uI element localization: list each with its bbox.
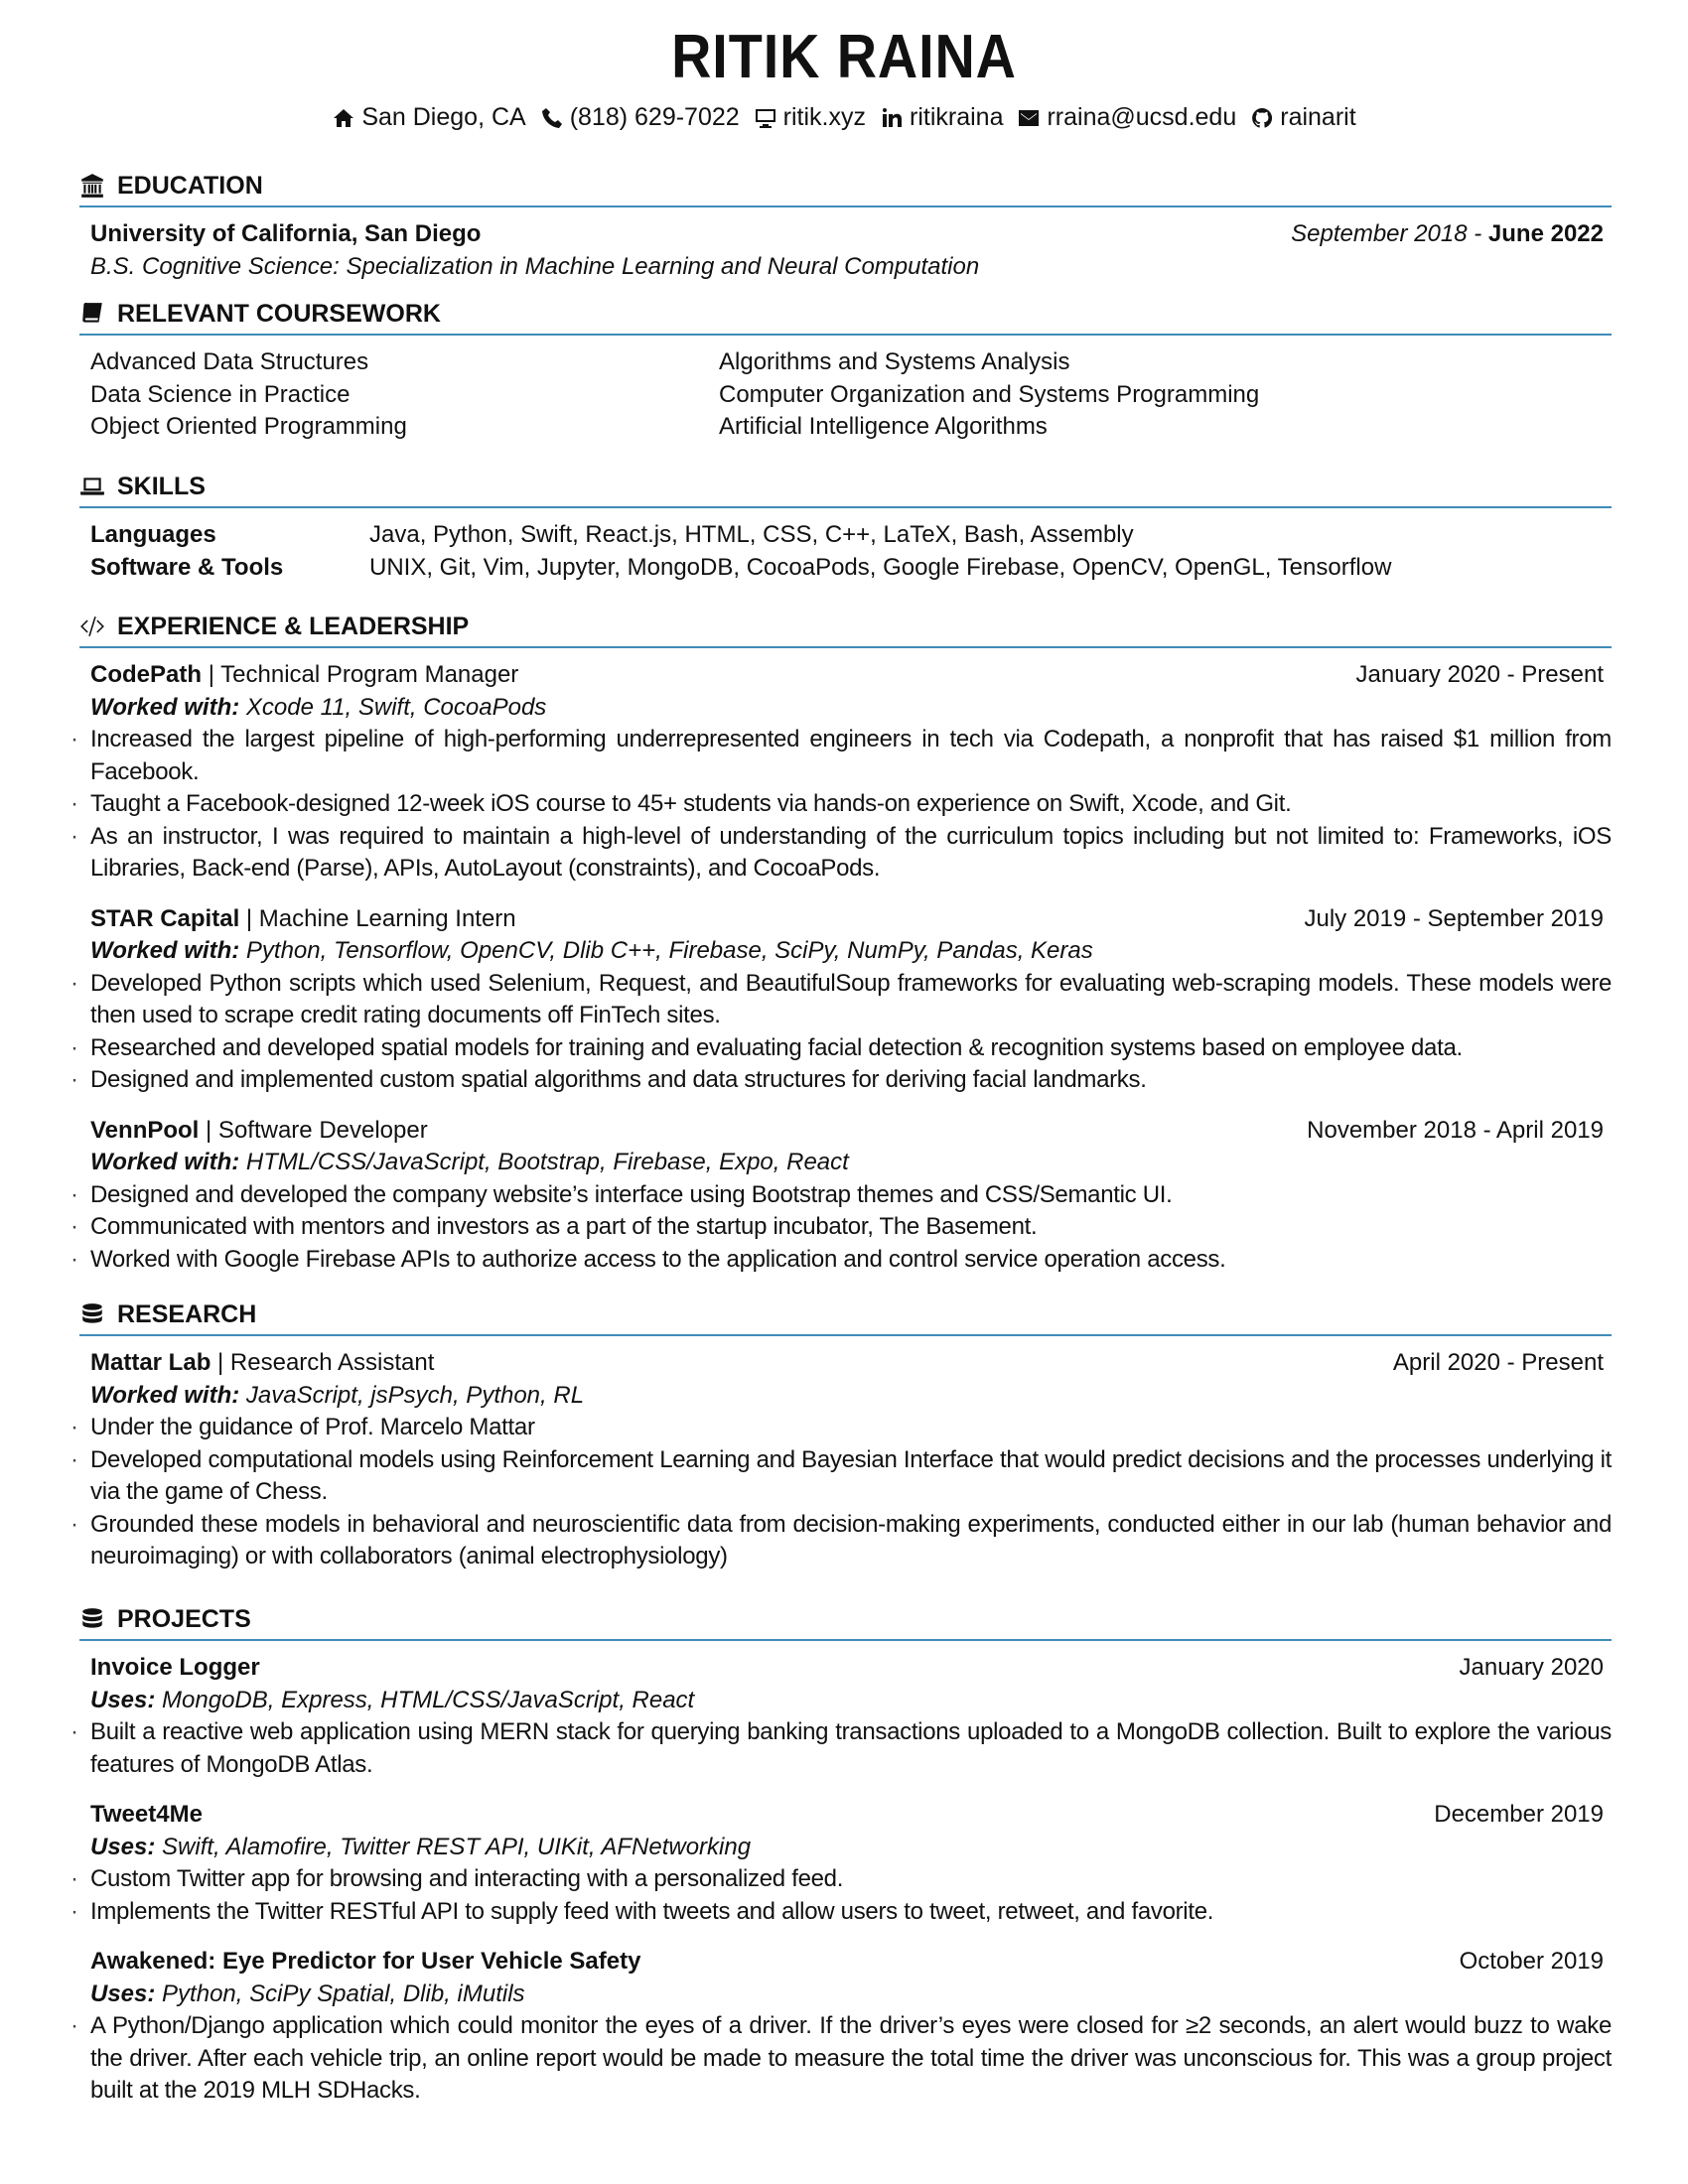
entry-org: Invoice Logger [90, 1654, 260, 1681]
bullet-item: · Increased the largest pipeline of high-performing underrepresented engineers in tech via Codepath, a nonprofit that has raised $1 million from Facebook. [90, 724, 1612, 788]
section-coursework [79, 298, 1612, 444]
bullet-item: · Designed and developed the company website’s interface using Bootstrap themes and CSS/Semantic UI. [90, 1179, 1612, 1212]
contact-item [540, 103, 740, 132]
course-item: Algorithms and Systems Analysis [719, 348, 1070, 375]
entry-tools [90, 1380, 1612, 1413]
section-research [79, 1298, 1612, 1591]
bullet-list [90, 2010, 1612, 2108]
entry [90, 1652, 1612, 1781]
section-title [79, 298, 1612, 336]
skills-table [79, 519, 1612, 584]
bullet-item: · Designed and implemented custom spatial algorithms and data structures for deriving facial landmarks. [90, 1064, 1612, 1097]
tools-list: Python, Tensorflow, OpenCV, Dlib C++, Firebase, SciPy, NumPy, Pandas, Keras [245, 937, 1093, 964]
school-name: University of California, San Diego [90, 220, 482, 247]
contact-text: ritikraina [910, 103, 1004, 131]
entry [90, 1347, 1612, 1573]
entry-tools [90, 1147, 1612, 1179]
section-title [79, 1298, 1612, 1336]
course-item: Data Science in Practice [90, 380, 351, 408]
date-start: September 2018 - [1291, 220, 1482, 247]
bullet-item: · Custom Twitter app for browsing and interacting with a personalized feed. [90, 1863, 1612, 1896]
entry-header [90, 1652, 1612, 1685]
entry-org: Mattar Lab [90, 1349, 211, 1376]
entry-org: STAR Capital [90, 904, 240, 932]
entry-date: October 2019 [1459, 1948, 1604, 1975]
bullet-item: · A Python/Django application which could monitor the eyes of a driver. If the driver’s eyes were closed for ≥2 seconds, an alert would buzz to wake the driver. After each vehicle trip, an online report would be made to measure the total time the driver was unconscious for. This was a group project built at the 2019 MLH SDHacks. [90, 2010, 1612, 2108]
code-icon [79, 614, 105, 639]
tools-list: HTML/CSS/JavaScript, Bootstrap, Firebase, Expo, React [245, 1149, 849, 1175]
bullet-list [90, 1863, 1612, 1928]
entry-date: April 2020 - Present [1392, 1349, 1604, 1376]
bullet-list [90, 1179, 1612, 1277]
contact-item [1017, 103, 1236, 132]
tools-label: Worked with: [90, 937, 240, 964]
entry-date: December 2019 [1434, 1801, 1604, 1828]
skill-label: Software & Tools [90, 553, 284, 581]
section-title [79, 170, 1612, 207]
contact-bar [0, 103, 1688, 137]
section-experience [79, 611, 1612, 1294]
bullet-item: · Researched and developed spatial models for training and evaluating facial detection & recognition systems based on employee data. [90, 1032, 1612, 1065]
entry-header [90, 1347, 1612, 1380]
course-item: Object Oriented Programming [90, 413, 407, 440]
linkedin-icon [880, 106, 904, 130]
entry-org: CodePath [90, 661, 203, 688]
contact-item [332, 103, 525, 132]
tools-list: MongoDB, Express, HTML/CSS/JavaScript, React [162, 1686, 695, 1713]
home-icon [332, 106, 355, 130]
entry-title [90, 1115, 428, 1148]
entry-date: November 2018 - April 2019 [1307, 1116, 1604, 1144]
phone-icon [540, 106, 564, 130]
bullet-list [90, 724, 1612, 886]
bullet-item: · Developed Python scripts which used Selenium, Request, and BeautifulSoup frameworks for evaluating web-scraping models. These models were then used to scrape credit rating documents off FinTech sites. [90, 968, 1612, 1032]
section-title-text: EDUCATION [117, 171, 263, 200]
entry [90, 1115, 1612, 1277]
contact-text: San Diego, CA [361, 103, 526, 131]
entry-header [90, 659, 1612, 692]
course-list [79, 346, 1612, 444]
bullet-item: · Built a reactive web application using MERN stack for querying banking transactions uploaded to a MongoDB collection. Built to explore the various features of MongoDB Atlas. [90, 1716, 1612, 1781]
database-icon [79, 1301, 105, 1327]
tools-label: Uses: [90, 1686, 156, 1713]
envelope-icon [1017, 106, 1041, 130]
entry-tools [90, 692, 1612, 725]
section-title-text: PROJECTS [117, 1604, 251, 1633]
section-title [79, 611, 1612, 648]
tools-list: Swift, Alamofire, Twitter REST API, UIKit, AFNetworking [162, 1833, 752, 1860]
bullet-item: · Implements the Twitter RESTful API to supply feed with tweets and allow users to tweet, retweet, and favorite. [90, 1896, 1612, 1929]
entry-title [90, 1652, 260, 1685]
course-item: Computer Organization and Systems Programming [719, 380, 1260, 408]
bullet-list [90, 1412, 1612, 1573]
bullet-item: · Worked with Google Firebase APIs to authorize access to the application and control service operation access. [90, 1244, 1612, 1277]
entry-org: VennPool [90, 1116, 200, 1144]
entry-title [90, 1347, 434, 1380]
university-icon [79, 173, 105, 199]
entry-title [90, 1799, 203, 1832]
github-icon [1250, 106, 1274, 130]
laptop-icon [79, 474, 105, 499]
contact-text: rraina@ucsd.edu [1047, 103, 1237, 131]
section-skills [79, 471, 1612, 584]
contact-item [880, 103, 1003, 132]
desktop-icon [754, 106, 777, 130]
contact-text: ritik.xyz [782, 103, 866, 131]
tools-label: Uses: [90, 1979, 156, 2007]
skill-value: Java, Python, Swift, React.js, HTML, CSS, C++, LaTeX, Bash, Assembly [369, 521, 1134, 548]
entry-header [90, 1799, 1612, 1832]
bullet-item: · Grounded these models in behavioral and neuroscientific data from decision-making experiments, conducted either in our lab (human behavior and neuroimaging) or with collaborators (animal electrophysiology) [90, 1509, 1612, 1573]
degree: B.S. Cognitive Science: Specialization in Machine Learning and Neural Computation [90, 252, 980, 280]
contact-item [754, 103, 866, 132]
section-title [79, 1603, 1612, 1641]
entry-role: | Machine Learning Intern [245, 904, 516, 932]
tools-label: Worked with: [90, 693, 240, 721]
entry [90, 1799, 1612, 1928]
section-title-text: RELEVANT COURSEWORK [117, 299, 441, 328]
entry-header [90, 903, 1612, 936]
tools-label: Worked with: [90, 1149, 240, 1175]
skill-label: Languages [90, 521, 216, 548]
entry [90, 1946, 1612, 2108]
entry [90, 903, 1612, 1097]
tools-list: Xcode 11, Swift, CocoaPods [245, 693, 547, 721]
section-title-text: EXPERIENCE & LEADERSHIP [117, 612, 470, 640]
entry-tools [90, 1979, 1612, 2011]
section-projects [79, 1603, 1612, 2125]
bullet-item: · Developed computational models using Reinforcement Learning and Bayesian Interface that would predict decisions and the processes underlying it via the game of Chess. [90, 1444, 1612, 1509]
entry [90, 659, 1612, 886]
section-title-text: RESEARCH [117, 1299, 257, 1328]
entry-date: January 2020 [1459, 1654, 1604, 1681]
bullet-item: · Taught a Facebook-designed 12-week iOS course to 45+ students via hands-on experience on Swift, Xcode, and Git. [90, 788, 1612, 821]
entry-org: Awakened: Eye Predictor for User Vehicle Safety [90, 1948, 641, 1975]
tools-label: Worked with: [90, 1381, 240, 1409]
entry-role: | Software Developer [206, 1116, 428, 1144]
entry-role: | Research Assistant [217, 1349, 435, 1376]
bullet-item: · Under the guidance of Prof. Marcelo Mattar [90, 1412, 1612, 1444]
entry-title [90, 903, 516, 936]
education-dates [1291, 218, 1604, 251]
bullet-item: · As an instructor, I was required to maintain a high-level of understanding of the curriculum topics including but not limited to: Frameworks, iOS Libraries, Back-end (Parse), APIs, AutoLayout (constraints), and CocoaPods. [90, 821, 1612, 886]
contact-text: rainarit [1280, 103, 1356, 131]
entry-tools [90, 1685, 1612, 1717]
database-icon [79, 1606, 105, 1632]
section-title [79, 471, 1612, 508]
entry-title [90, 1946, 640, 1979]
book-icon [79, 301, 105, 327]
entry-header [90, 1115, 1612, 1148]
tools-label: Uses: [90, 1833, 156, 1860]
entry-tools [90, 935, 1612, 968]
entry-date: January 2020 - Present [1355, 661, 1604, 688]
resume-name: RITIK RAINA [671, 23, 1017, 91]
section-education [79, 170, 1612, 283]
entry-role: | Technical Program Manager [208, 661, 519, 688]
entry-title [90, 659, 518, 692]
skill-value: UNIX, Git, Vim, Jupyter, MongoDB, CocoaPods, Google Firebase, OpenCV, OpenGL, Tensorflow [369, 553, 1392, 581]
bullet-list [90, 1716, 1612, 1781]
bullet-list [90, 968, 1612, 1097]
tools-list: JavaScript, jsPsych, Python, RL [245, 1381, 585, 1409]
tools-list: Python, SciPy Spatial, Dlib, iMutils [162, 1979, 525, 2007]
date-end: June 2022 [1487, 220, 1604, 247]
course-item: Artificial Intelligence Algorithms [719, 413, 1048, 440]
section-title-text: SKILLS [117, 472, 206, 500]
course-item: Advanced Data Structures [90, 348, 369, 375]
entry-header [90, 1946, 1612, 1979]
bullet-item: · Communicated with mentors and investors as a part of the startup incubator, The Basement. [90, 1211, 1612, 1244]
contact-text: (818) 629-7022 [569, 103, 740, 131]
contact-item [1250, 103, 1355, 132]
entry-org: Tweet4Me [90, 1801, 203, 1828]
entry-date: July 2019 - September 2019 [1304, 904, 1604, 932]
entry-tools [90, 1832, 1612, 1864]
